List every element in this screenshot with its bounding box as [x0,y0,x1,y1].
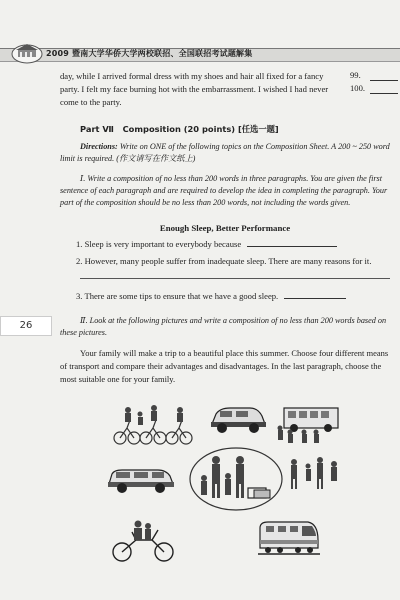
part-title: Composition (20 points) [任选一题] [122,124,279,134]
answer-blank [370,71,398,81]
outline-item-3 [76,289,390,303]
outline-item-text: 1. Sleep is very important to everybody because [76,239,242,250]
answer-blank [284,289,346,299]
item-number: 99. [350,70,361,80]
passage-text: party. I felt my face burning hot with the embarrassment. I wished I had never [60,84,329,94]
passage-line [60,70,390,83]
page-number: 26 [0,316,52,336]
page-header [0,40,400,62]
hikers-illustration [286,452,344,492]
part-heading [80,123,390,135]
car-illustration [208,404,268,434]
part-label: Part Ⅶ [80,124,114,134]
answer-blank [247,237,337,247]
university-logo-icon [10,40,44,64]
answer-blank [370,84,398,94]
passage-text: come to the party. [60,97,122,107]
page-content [60,70,390,386]
passage-line [60,83,390,96]
passage-text: day, while I arrived formal dress with my shoes and hair all fixed for a fancy [60,71,324,81]
header-title: 2009 暨南大学华侨大学两校联招、全国联招考试题解集 [46,49,253,58]
motorcycle-illustration [108,518,178,564]
bicycle-riders-illustration [108,400,196,448]
option-two-instructions: Ⅱ. Look at the following pictures and write a composition of no less than 200 words based on these pictures. [60,316,387,338]
directions [60,141,390,165]
item-number: 100. [350,83,366,93]
directions-label: Directions: [80,142,118,151]
suv-car-illustration [106,466,176,494]
directions-text: Write on ONE of the following topics on the Composition Sheet. A 200 ~ 250 word limit is required. (作文请写在作文纸上) [60,142,390,163]
outline-item-2: 2. However, many people suffer from inadequate sleep. There are many reasons for it. [76,256,372,267]
bus-passengers-illustration [276,406,340,444]
family-illustration [188,446,284,512]
outline-item-1 [76,237,390,251]
outline-item-text: 3. There are some tips to ensure that we have a good sleep. [76,291,279,302]
essay-title: Enough Sleep, Better Performance [159,223,291,234]
writing-line [80,278,390,279]
option-two-body: Your family will make a trip to a beautiful place this summer. Choose four different means of transport and compare their advantages and disadvantages. In the last paragraph, choose the most suitable one for your family. [60,348,389,385]
train-illustration [258,518,320,558]
option-one-instructions: Ⅰ. Write a composition of no less than 200 words in three paragraphs. You are given the first sentence of each paragraph and are required to develop the idea in completing the paragraph. Your part of the composition should be no less than 200 words, not including the words given. [60,174,388,208]
